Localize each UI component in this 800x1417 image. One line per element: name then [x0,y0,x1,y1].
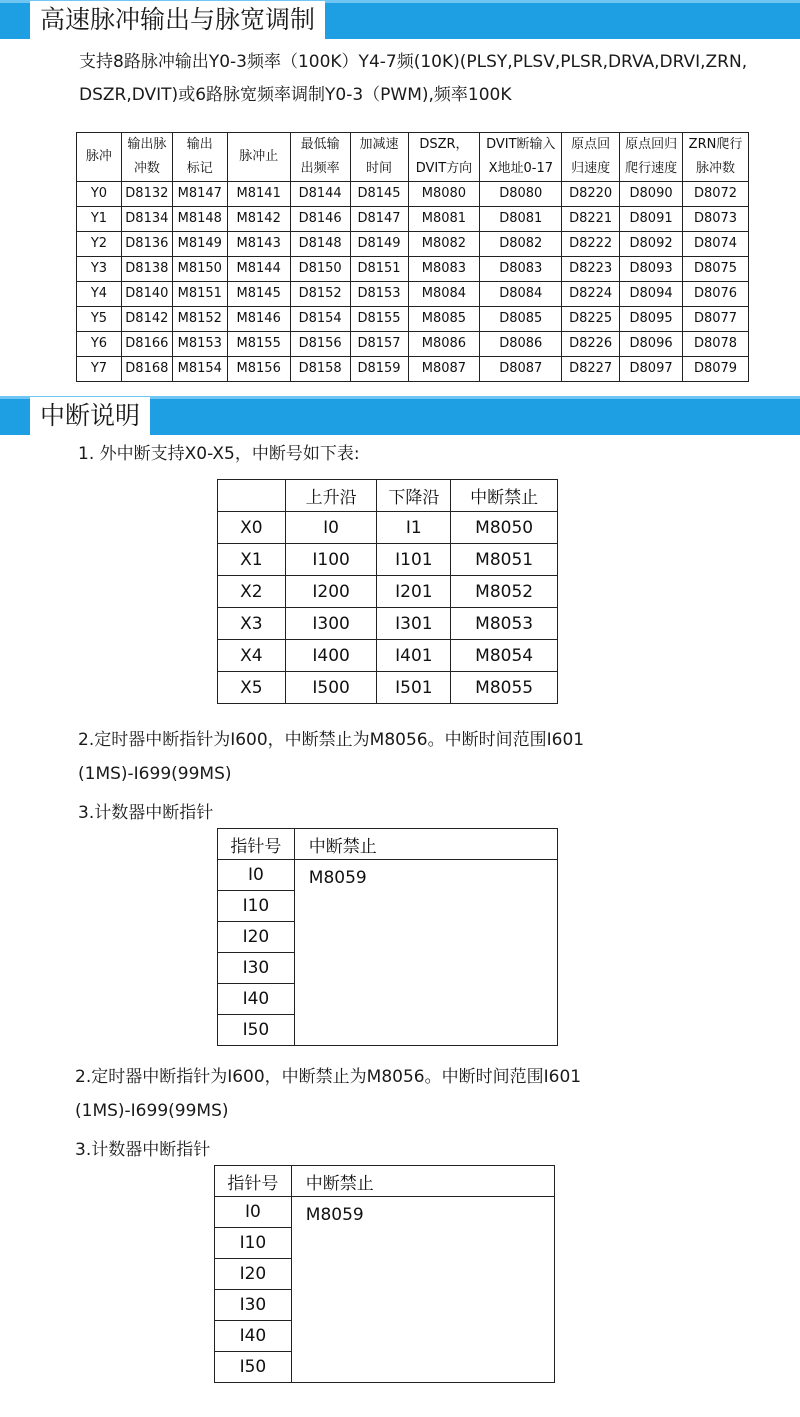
table-cell: D8148 [290,232,350,257]
table-cell: M8080 [408,182,480,207]
table-cell: M8051 [451,544,558,576]
table-row [218,640,558,672]
table-cell: D8151 [350,257,408,282]
table-cell: D8222 [562,232,620,257]
table-cell: Y6 [77,332,122,357]
table-header-cell [121,133,172,182]
table-row [215,1197,555,1228]
table-cell: M8054 [451,640,558,672]
table-header-cell: 指针号 [215,1166,292,1197]
table-cell: M8142 [227,207,290,232]
interrupt-disable-cell: M8059 [291,1197,554,1383]
table-cell: D8223 [562,257,620,282]
table-header-cell: 下降沿 [377,480,451,512]
table-cell: D8086 [480,332,562,357]
table-cell: M8154 [172,357,227,382]
table-cell: M8143 [227,232,290,257]
table-cell: Y3 [77,257,122,282]
table-cell: M8148 [172,207,227,232]
table-cell: D8153 [350,282,408,307]
timer-pointer-text-line2: (1MS)-I699(99MS) [75,1101,229,1121]
table-cell: D8081 [480,207,562,232]
table-cell: M8053 [451,608,558,640]
table-cell: I300 [285,608,377,640]
table-cell: M8150 [172,257,227,282]
header-line: 时间 [366,161,393,176]
table-cell: D8226 [562,332,620,357]
table-cell: M8152 [172,307,227,332]
pointer-cell: I30 [215,1290,292,1321]
table-row [77,182,749,207]
table-cell: M8082 [408,232,480,257]
table-cell: M8144 [227,257,290,282]
table-cell: D8227 [562,357,620,382]
table-cell: D8083 [480,257,562,282]
header-line: 归速度 [571,161,611,176]
pointer-cell: I20 [215,1259,292,1290]
timer-pointer-text-line1: 2.定时器中断指针为I600，中断禁止为M8056。中断时间范围I601 [78,730,585,750]
table-cell: I100 [285,544,377,576]
table-header-cell [172,133,227,182]
table-cell: D8150 [290,257,350,282]
header-line: DVIT方向 [415,161,473,176]
table-header-cell: 中断禁止 [291,1166,554,1197]
table-cell: M8151 [172,282,227,307]
interrupt-table [217,479,558,704]
table-cell: D8087 [480,357,562,382]
table-cell: Y7 [77,357,122,382]
table-cell: D8220 [562,182,620,207]
header-line: 脉冲止 [239,149,279,164]
table-cell: X1 [218,544,286,576]
table-cell: D8136 [121,232,172,257]
table-cell: D8157 [350,332,408,357]
table-cell: D8140 [121,282,172,307]
table-cell: D8146 [290,207,350,232]
table-cell: D8093 [620,257,683,282]
table-cell: I400 [285,640,377,672]
table-cell: D8225 [562,307,620,332]
table-cell: D8155 [350,307,408,332]
pointer-cell: I50 [218,1015,295,1046]
table-header-cell [218,480,286,512]
header-line: 原点回 [571,137,611,152]
header-line: 输出 [186,137,213,152]
table-cell: M8086 [408,332,480,357]
table-cell: M8084 [408,282,480,307]
table-cell: I401 [377,640,451,672]
table-cell: M8083 [408,257,480,282]
table-header-cell [227,133,290,182]
header-line: DSZR， [419,137,469,152]
table-row [77,332,749,357]
pulse-intro-line1: 支持8路脉冲输出Y0-3频率（100K）Y4-7频(10K)(PLSY,PLSV,PLSR,DRVA,DRVI,ZRN, [79,52,748,72]
table-cell: D8166 [121,332,172,357]
section-title-interrupt: 中断说明 [30,397,150,435]
interrupt-item1: 1. 外中断支持X0-X5，中断号如下表: [78,444,360,464]
table-cell: D8085 [480,307,562,332]
section-banner-pulse [0,0,800,39]
table-cell: D8159 [350,357,408,382]
table-header-cell [480,133,562,182]
pointer-cell: I10 [218,891,295,922]
table-row [77,307,749,332]
header-line: 输出脉 [127,137,167,152]
table-cell: D8156 [290,332,350,357]
header-line: X地址0-17 [488,161,553,176]
table-cell: M8052 [451,576,558,608]
table-cell: M8155 [227,332,290,357]
pointer-cell: I50 [215,1352,292,1383]
header-line: 出频率 [300,161,340,176]
table-cell: X5 [218,672,286,704]
counter-pointer-table [214,1165,555,1383]
table-cell: Y0 [77,182,122,207]
table-header-cell: 中断禁止 [294,829,557,860]
table-cell: I0 [285,512,377,544]
table-row [218,608,558,640]
table-cell: D8072 [683,182,749,207]
table-header-row [215,1166,555,1197]
table-row [77,282,749,307]
table-header-cell [290,133,350,182]
table-header-row [77,133,749,182]
header-line: 加减速 [359,137,399,152]
table-cell: X3 [218,608,286,640]
table-header-cell [562,133,620,182]
pointer-cell: I40 [218,984,295,1015]
timer-pointer-text-line2: (1MS)-I699(99MS) [78,764,232,784]
table-cell: Y5 [77,307,122,332]
table-header-cell [350,133,408,182]
table-cell: D8096 [620,332,683,357]
table-header-row [218,829,558,860]
table-cell: X4 [218,640,286,672]
table-cell: D8154 [290,307,350,332]
header-line: DVIT断输入 [486,137,556,152]
table-cell: D8094 [620,282,683,307]
table-cell: D8073 [683,207,749,232]
table-cell: Y1 [77,207,122,232]
table-cell: D8092 [620,232,683,257]
table-cell: M8156 [227,357,290,382]
table-cell: I101 [377,544,451,576]
header-line: 爬行速度 [625,161,678,176]
table-cell: X0 [218,512,286,544]
counter-pointer-table [217,828,558,1046]
interrupt-disable-cell: M8059 [294,860,557,1046]
table-cell: M8055 [451,672,558,704]
table-cell: D8097 [620,357,683,382]
table-row [218,576,558,608]
table-header-cell [620,133,683,182]
section-banner-interrupt [0,396,800,435]
table-header-cell [408,133,480,182]
table-row [77,357,749,382]
table-cell: D8074 [683,232,749,257]
table-header-cell [77,133,122,182]
table-cell: I500 [285,672,377,704]
table-cell: D8084 [480,282,562,307]
table-row [77,232,749,257]
pointer-cell: I0 [218,860,295,891]
header-line: 脉冲数 [696,161,736,176]
section-title-pulse: 高速脉冲输出与脉宽调制 [30,1,325,39]
table-cell: D8077 [683,307,749,332]
header-line: 最低输 [300,137,340,152]
header-line: 标记 [186,161,213,176]
table-cell: D8221 [562,207,620,232]
pulse-table [76,132,749,382]
table-cell: M8153 [172,332,227,357]
table-cell: M8050 [451,512,558,544]
header-line: 冲数 [133,161,160,176]
table-cell: D8090 [620,182,683,207]
table-cell: D8168 [121,357,172,382]
table-row [218,672,558,704]
table-cell: M8081 [408,207,480,232]
table-row [218,544,558,576]
table-cell: D8132 [121,182,172,207]
table-header-cell [683,133,749,182]
header-line: 原点回归 [625,137,678,152]
table-cell: M8087 [408,357,480,382]
header-line: ZRN爬行 [688,137,743,152]
table-row [218,512,558,544]
table-cell: D8138 [121,257,172,282]
table-cell: Y2 [77,232,122,257]
table-cell: Y4 [77,282,122,307]
table-header-cell: 指针号 [218,829,295,860]
table-cell: D8076 [683,282,749,307]
table-row [77,207,749,232]
table-cell: M8149 [172,232,227,257]
table-cell: D8134 [121,207,172,232]
table-cell: I1 [377,512,451,544]
pulse-intro-line2: DSZR,DVIT)或6路脉宽频率调制Y0-3（PWM),频率100K [79,85,512,105]
table-cell: D8078 [683,332,749,357]
table-cell: D8075 [683,257,749,282]
pointer-cell: I20 [218,922,295,953]
table-cell: D8080 [480,182,562,207]
table-cell: M8141 [227,182,290,207]
table-cell: D8152 [290,282,350,307]
table-cell: D8224 [562,282,620,307]
table-row [77,257,749,282]
table-cell: I201 [377,576,451,608]
table-cell: D8149 [350,232,408,257]
table-cell: D8147 [350,207,408,232]
pointer-cell: I0 [215,1197,292,1228]
header-line: 脉冲 [85,149,112,164]
pointer-cell: I10 [215,1228,292,1259]
table-cell: D8095 [620,307,683,332]
counter-pointer-title: 3.计数器中断指针 [75,1140,211,1160]
timer-pointer-text-line1: 2.定时器中断指针为I600，中断禁止为M8056。中断时间范围I601 [75,1067,582,1087]
table-cell: X2 [218,576,286,608]
table-header-cell: 中断禁止 [451,480,558,512]
table-header-cell: 上升沿 [285,480,377,512]
table-cell: D8082 [480,232,562,257]
counter-pointer-title: 3.计数器中断指针 [78,803,214,823]
table-cell: D8091 [620,207,683,232]
table-cell: M8146 [227,307,290,332]
table-cell: D8142 [121,307,172,332]
table-cell: D8079 [683,357,749,382]
table-cell: D8144 [290,182,350,207]
table-row [218,860,558,891]
table-cell: I501 [377,672,451,704]
table-cell: I200 [285,576,377,608]
table-cell: I301 [377,608,451,640]
pointer-cell: I30 [218,953,295,984]
table-cell: D8158 [290,357,350,382]
table-header-row [218,480,558,512]
table-cell: M8145 [227,282,290,307]
pointer-cell: I40 [215,1321,292,1352]
table-cell: M8147 [172,182,227,207]
table-cell: M8085 [408,307,480,332]
table-cell: D8145 [350,182,408,207]
